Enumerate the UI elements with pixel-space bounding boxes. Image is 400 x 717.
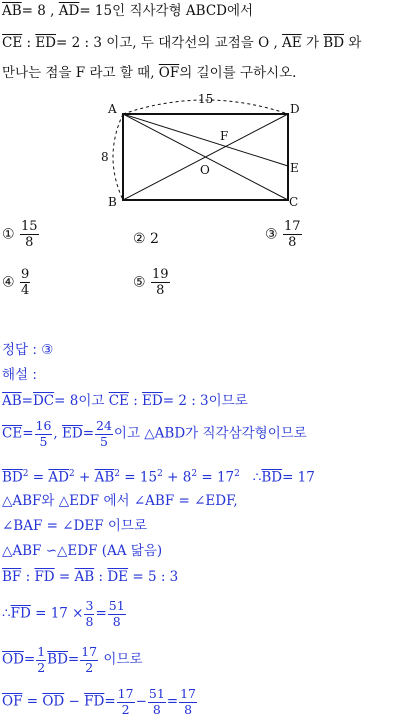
- text: ∴: [239, 469, 262, 486]
- segment-ad: $\overline{AD}$: [58, 3, 80, 19]
- op: +: [74, 469, 95, 486]
- choice-mark: ①: [2, 226, 15, 243]
- num: 1: [37, 644, 46, 659]
- text: = 2 : 3이므로: [162, 393, 248, 409]
- choice-mark: ④: [2, 274, 15, 291]
- op: :: [94, 569, 108, 585]
- text-pre: 만나는 점을 F 라고 할 때,: [2, 65, 155, 81]
- den: 8: [184, 701, 193, 717]
- solution-step-7: [2, 568, 178, 586]
- answer-line: [2, 341, 53, 359]
- choice-4[interactable]: [2, 268, 31, 297]
- arc-left: [113, 114, 123, 200]
- length-left: 8: [101, 150, 109, 164]
- choice-denominator: 8: [156, 283, 165, 298]
- choice-3[interactable]: [265, 220, 303, 249]
- answer-label: 정답 :: [2, 342, 37, 358]
- seg: $\overline{FD}$: [84, 693, 105, 710]
- label-f: F: [220, 129, 229, 143]
- choice-5[interactable]: [133, 268, 171, 297]
- op: =: [104, 693, 116, 710]
- op: =: [82, 425, 94, 442]
- choice-1[interactable]: [2, 220, 40, 249]
- text-post: 의 길이를 구하시오.: [179, 65, 297, 81]
- num: 51: [108, 598, 125, 613]
- text-eq8: = 8 ,: [21, 3, 55, 19]
- num: 24: [96, 418, 112, 433]
- seg: $\overline{CE}$: [108, 393, 129, 409]
- choice-denominator: 4: [21, 283, 30, 298]
- seg: $\overline{AB}$: [74, 569, 95, 585]
- label-e: E: [290, 161, 299, 175]
- seg: $\overline{OF}$: [2, 693, 23, 710]
- seg: $\overline{BD}$: [2, 469, 23, 486]
- text-wa: 와: [344, 35, 362, 51]
- choice-denominator: 8: [25, 235, 34, 250]
- seg: $\overline{BD}$: [47, 651, 68, 668]
- num: 17: [117, 686, 134, 701]
- sup: 2: [157, 469, 163, 479]
- op: :: [21, 569, 35, 585]
- op: −: [64, 693, 85, 710]
- text: = 17: [282, 469, 315, 486]
- num: 51: [148, 686, 165, 701]
- segment-ed: $\overline{ED}$: [35, 35, 57, 51]
- num: 3: [85, 598, 94, 613]
- den: 2: [37, 659, 46, 675]
- den: 2: [85, 659, 94, 675]
- rectangle-figure: [98, 88, 308, 208]
- op: =: [54, 569, 75, 585]
- den: 8: [152, 701, 161, 717]
- choice-2[interactable]: [133, 231, 159, 247]
- text: = 8이고: [54, 393, 105, 409]
- op: =: [22, 425, 34, 442]
- choice-mark: ⑤: [133, 274, 146, 291]
- text-ga: 가: [301, 35, 324, 51]
- seg: $\overline{ED}$: [62, 425, 83, 442]
- op: ,: [53, 425, 58, 442]
- seg: $\overline{BD}$: [261, 469, 283, 486]
- solution-step-3: [2, 465, 315, 487]
- op: =: [95, 605, 107, 622]
- sup: 2: [22, 469, 29, 479]
- text: + 8: [162, 469, 192, 486]
- op: =: [28, 469, 49, 486]
- seg: $\overline{BF}$: [2, 569, 22, 585]
- segment-ae: $\overline{AE}$: [282, 35, 302, 51]
- op: =: [21, 393, 33, 409]
- seg: $\overline{DC}$: [32, 393, 55, 409]
- text: 이므로: [99, 651, 143, 668]
- label-o: O: [200, 163, 210, 177]
- op: =: [67, 651, 80, 668]
- text-eq15: = 15인 직사각형 ABCD에서: [79, 3, 254, 19]
- segment-ce: $\overline{CE}$: [2, 35, 23, 51]
- num: 17: [180, 686, 197, 701]
- den: 2: [121, 701, 130, 717]
- text-colon: :: [22, 35, 36, 51]
- seg: $\overline{FD}$: [10, 605, 31, 622]
- problem-line-2: [2, 34, 361, 52]
- solution-step-9: [2, 646, 143, 674]
- choice-mark: ②: [133, 231, 146, 247]
- length-top: 15: [198, 92, 214, 106]
- den: 5: [99, 433, 108, 449]
- seg: $\overline{OD}$: [2, 651, 24, 668]
- solution-step-5: ∠BAF = ∠DEF 이므로: [2, 518, 148, 534]
- segment-bd: $\overline{BD}$: [323, 35, 345, 51]
- text: = 17 ×: [30, 605, 84, 622]
- sup: 2: [191, 469, 198, 479]
- choice-value: 2: [150, 231, 159, 247]
- solution-step-10: [2, 688, 198, 716]
- op: ∴: [2, 605, 11, 622]
- text: = 15: [120, 469, 158, 486]
- num: 16: [35, 418, 52, 433]
- den: 5: [39, 433, 48, 449]
- choice-numerator: 17: [284, 219, 301, 234]
- choice-numerator: 9: [21, 267, 30, 282]
- seg: $\overline{AB}$: [2, 393, 22, 409]
- problem-line-3: [2, 64, 296, 82]
- sup: 2: [114, 469, 121, 479]
- seg: $\overline{AB}$: [94, 469, 115, 486]
- choice-numerator: 19: [152, 267, 169, 282]
- solution-step-1: [2, 392, 248, 410]
- seg: $\overline{CE}$: [2, 425, 23, 442]
- op: −: [135, 693, 147, 710]
- segment-of: $\overline{OF}$: [158, 65, 180, 81]
- label-c: C: [289, 195, 299, 208]
- solution-step-4: △ABF와 △EDF 에서 ∠ABF = ∠EDF,: [2, 493, 238, 509]
- label-a: A: [108, 102, 117, 116]
- solution-step-8: [2, 600, 127, 628]
- solution-step-6: △ABF ∽△EDF (AA 닮음): [2, 543, 163, 559]
- text-ratio: = 2 : 3 이고, 두 대각선의 교점을 O ,: [56, 35, 278, 51]
- choice-mark: ③: [265, 226, 278, 243]
- op: =: [22, 693, 43, 710]
- choice-denominator: 8: [288, 235, 297, 250]
- seg: $\overline{FD}$: [34, 569, 55, 585]
- segment-ab: $\overline{AB}$: [2, 3, 22, 19]
- sup: 2: [68, 469, 75, 479]
- op: =: [23, 651, 36, 668]
- seg: $\overline{AD}$: [48, 469, 69, 486]
- seg: $\overline{DE}$: [107, 569, 129, 585]
- num: 17: [81, 644, 98, 659]
- den: 8: [112, 613, 121, 629]
- op: =: [166, 693, 179, 710]
- solution-step-2: [2, 420, 307, 448]
- text: = 17: [197, 469, 235, 486]
- answer-value: ③: [41, 342, 54, 358]
- den: 8: [85, 613, 94, 629]
- segment-ae-line: [123, 114, 288, 166]
- problem-line-1: [2, 2, 253, 20]
- op: :: [128, 393, 143, 409]
- choice-numerator: 15: [21, 219, 38, 234]
- label-b: B: [108, 195, 117, 208]
- label-d: D: [290, 102, 300, 116]
- text: = 5 : 3: [128, 569, 179, 585]
- explanation-label: 해설 :: [2, 367, 37, 383]
- seg: $\overline{OD}$: [42, 693, 65, 710]
- sup: 2: [234, 469, 240, 479]
- seg: $\overline{ED}$: [142, 393, 163, 409]
- text: 이고 △ABD가 직각삼각형이므로: [113, 425, 307, 442]
